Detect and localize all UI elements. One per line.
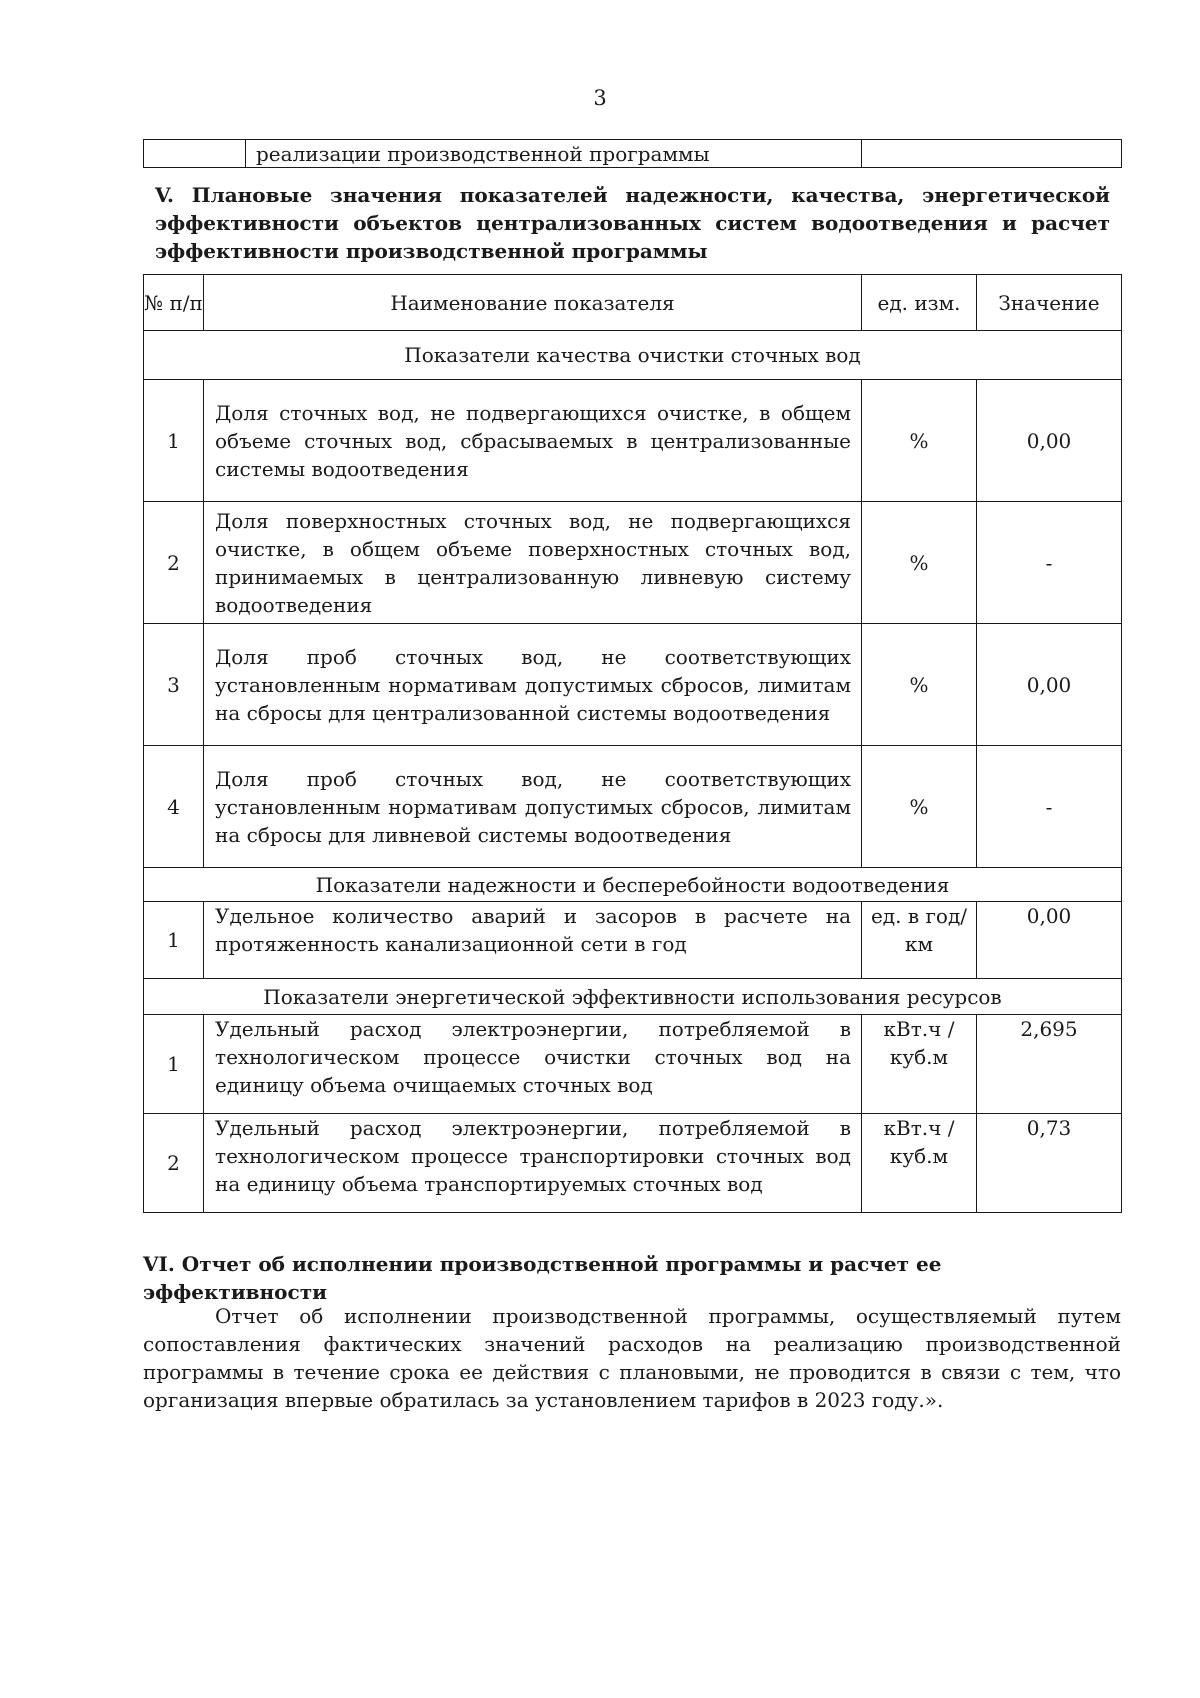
indicators-table: [143, 274, 1122, 1213]
section-v-heading: V. Плановые значения показателей надежности, качества, энергетической эффективности объектов централизованных систем водоотведения и расчет эффективности производственной программы: [155, 183, 1110, 263]
table-row: [144, 1015, 1122, 1114]
section-vi-heading: VI. Отчет об исполнении производственной программы и расчет ее эффективности: [143, 1252, 942, 1304]
row-num: 1: [144, 902, 204, 979]
page-number: 3: [593, 86, 607, 110]
table-row: [144, 902, 1122, 979]
row-unit: %: [862, 624, 977, 746]
header-name: Наименование показателя: [204, 275, 862, 331]
table-cell-empty: [144, 140, 246, 168]
group-row-reliability: [144, 868, 1122, 902]
row-name: Удельный расход электроэнергии, потребляемой в технологическом процессе очистки сточных вод на единицу объема очищаемых сточных вод: [204, 1015, 862, 1114]
row-name: Доля проб сточных вод, не соответствующих установленным нормативам допустимых сбросов, лимитам на сбросы для централизованной системы водоотведения: [204, 624, 862, 746]
group-row-quality: [144, 331, 1122, 380]
previous-table-continuation: [143, 139, 1122, 168]
row-name: Доля проб сточных вод, не соответствующих установленным нормативам допустимых сбросов, лимитам на сбросы для ливневой системы водоотведения: [204, 746, 862, 868]
row-value: 0,00: [977, 380, 1122, 502]
row-unit: кВт.ч / куб.м: [862, 1114, 977, 1213]
header-num: № п/п: [144, 275, 204, 331]
group-row-energy: [144, 979, 1122, 1015]
row-num: 2: [144, 502, 204, 624]
row-unit: %: [862, 502, 977, 624]
table-row: [144, 624, 1122, 746]
row-value: -: [977, 502, 1122, 624]
table-row: [144, 746, 1122, 868]
row-name: Доля поверхностных сточных вод, не подвергающихся очистке, в общем объеме поверхностных сточных вод, принимаемых в централизованную ливневую систему водоотведения: [204, 502, 862, 624]
row-value: 0,00: [977, 902, 1122, 979]
row-value: 0,73: [977, 1114, 1122, 1213]
row-value: -: [977, 746, 1122, 868]
table-row: [144, 502, 1122, 624]
group-title: Показатели энергетической эффективности использования ресурсов: [144, 979, 1122, 1015]
header-unit: ед. изм.: [862, 275, 977, 331]
row-name: Удельный расход электроэнергии, потребляемой в технологическом процессе транспортировки сточных вод на единицу объема транспортируемых сточных вод: [204, 1114, 862, 1213]
table-cell-text: реализации производственной программы: [246, 140, 862, 168]
row-unit: %: [862, 380, 977, 502]
row-unit: ед. в год/ км: [862, 902, 977, 979]
row-unit: %: [862, 746, 977, 868]
section-vi-paragraph: Отчет об исполнении производственной программы, осуществляемый путем сопоставления фактических значений расходов на реализацию производственной программы в течение срока ее действия с плановыми, не проводится в связи с тем, что организация впервые обратилась за установлением тарифов в 2023 году.».: [143, 1304, 1121, 1412]
row-value: 0,00: [977, 624, 1122, 746]
table-header-row: [144, 275, 1122, 331]
table-cell-empty: [862, 140, 1122, 168]
row-name: Удельное количество аварий и засоров в расчете на протяженность канализационной сети в год: [204, 902, 862, 979]
table-row: [144, 140, 1122, 168]
row-value: 2,695: [977, 1015, 1122, 1114]
row-num: 4: [144, 746, 204, 868]
row-num: 1: [144, 1015, 204, 1114]
table-row: [144, 380, 1122, 502]
table-row: [144, 1114, 1122, 1213]
row-num: 3: [144, 624, 204, 746]
row-num: 1: [144, 380, 204, 502]
row-unit: кВт.ч / куб.м: [862, 1015, 977, 1114]
header-value: Значение: [977, 275, 1122, 331]
group-title: Показатели качества очистки сточных вод: [144, 331, 1122, 380]
row-num: 2: [144, 1114, 204, 1213]
row-name: Доля сточных вод, не подвергающихся очистке, в общем объеме сточных вод, сбрасываемых в централизованные системы водоотведения: [204, 380, 862, 502]
group-title: Показатели надежности и бесперебойности водоотведения: [144, 868, 1122, 902]
